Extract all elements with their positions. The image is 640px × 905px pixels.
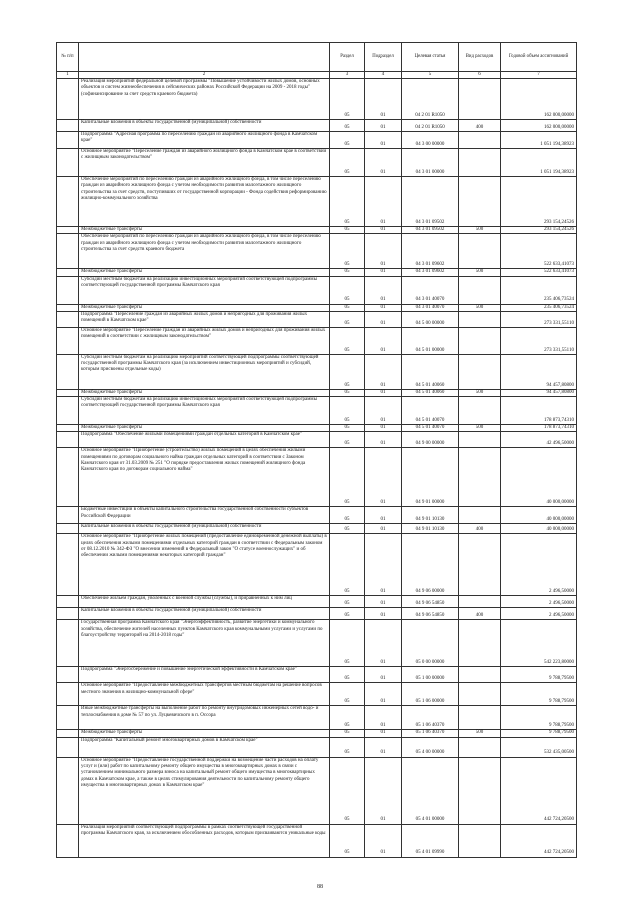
col-header-expense-type: Вид расходов [459, 43, 501, 72]
cell-name: Государственная программа Камчатского края "Энергоэффективность, развитие энергетики и коммунального хозяйства, обеспечение жителей населенных пунктов Камчатского края коммунальными услугами и услугами по благоустройству территорий на 2014-2018 годы" [79, 620, 330, 667]
cell-sec: 05 [330, 177, 365, 227]
cell-amt: 235 406,73524 [501, 304, 577, 311]
cell-art: 05 4 01 09990 [402, 824, 459, 857]
cell-sub: 01 [365, 432, 402, 448]
row-number-cell [57, 737, 79, 757]
col-header-subsection: Подраздел [365, 43, 402, 72]
column-index: 4 [365, 72, 402, 79]
row-number-cell [57, 667, 79, 683]
row-number-cell [57, 683, 79, 706]
budget-page [56, 42, 576, 858]
cell-sec: 05 [330, 730, 365, 737]
cell-sec: 05 [330, 608, 365, 620]
cell-sec: 05 [330, 448, 365, 507]
cell-vr [459, 79, 501, 120]
cell-sub: 01 [365, 737, 402, 757]
table-row [57, 524, 577, 534]
cell-amt: 522 633,41073 [501, 269, 577, 276]
cell-art: 04 3 01 40070 [402, 304, 459, 311]
cell-sub: 01 [365, 120, 402, 132]
row-number-cell [57, 824, 79, 857]
row-number-cell [57, 327, 79, 354]
column-index: 5 [402, 72, 459, 79]
cell-sec: 05 [330, 824, 365, 857]
row-number-cell [57, 132, 79, 149]
cell-amt: 94 457,80800 [501, 354, 577, 389]
cell-amt: 40 000,00000 [501, 448, 577, 507]
cell-name: Обеспечение мероприятий по переселению граждан из аварийного жилищного фонда, в том числе переселению граждан из аварийного жилищного фонда с учетом необходимости развития малоэтажного жилищного строительства за счет средств краевого бюджета [79, 234, 330, 269]
cell-art: 04 5 01 40060 [402, 389, 459, 396]
cell-vr [459, 667, 501, 683]
row-number-cell [57, 354, 79, 389]
cell-sec: 05 [330, 132, 365, 149]
table-row [57, 269, 577, 276]
row-number-cell [57, 397, 79, 425]
cell-art: 04 9 06 00000 [402, 534, 459, 596]
cell-sec: 05 [330, 757, 365, 824]
cell-sec: 05 [330, 397, 365, 425]
col-header-num: № п/п [57, 43, 79, 72]
col-header-name [79, 43, 330, 72]
cell-name: Капитальные вложения в объекты государственной (муниципальной) собственности [79, 120, 330, 132]
row-number-cell [57, 120, 79, 132]
row-number-cell [57, 620, 79, 667]
table-row [57, 757, 577, 824]
cell-name: Основное мероприятие "Переселение граждан из аварийного жилищного фонда в Камчатском крае в соответствии с жилищным законодательством" [79, 149, 330, 177]
cell-sec: 05 [330, 667, 365, 683]
cell-amt: 2 496,50000 [501, 608, 577, 620]
cell-sec: 05 [330, 507, 365, 524]
cell-art: 04 5 01 00000 [402, 327, 459, 354]
cell-name: Межбюджетные трансферты [79, 269, 330, 276]
cell-name: Основное мероприятие "Приобретение жилых помещений (предоставление единовременной денежной выплаты) в целях обеспечения жилыми помещениями отдельных категорий граждан в соответствии с Федеральным законом от 08.12.2010 № 342-ФЗ "О внесении изменений в Федеральный закон "О статусе военнослужащих" и об обеспечении жилыми помещениями некоторых категорий граждан" [79, 534, 330, 596]
column-index: 1 [57, 72, 79, 79]
cell-art: 04 3 01 00000 [402, 149, 459, 177]
cell-art: 04 2 01 R1050 [402, 120, 459, 132]
table-row [57, 667, 577, 683]
cell-sub: 01 [365, 397, 402, 425]
row-number-cell [57, 234, 79, 269]
row-number-cell [57, 432, 79, 448]
cell-art: 04 9 01 10130 [402, 524, 459, 534]
cell-sec: 05 [330, 227, 365, 234]
table-row [57, 177, 577, 227]
cell-vr [459, 132, 501, 149]
cell-art: 04 5 01 40070 [402, 397, 459, 425]
column-index: 3 [330, 72, 365, 79]
cell-name: Бюджетные инвестиции в объекты капитального строительства государственной собственности субъектов Российской Федерации [79, 507, 330, 524]
cell-amt: 162 000,00000 [501, 120, 577, 132]
cell-sub: 01 [365, 824, 402, 857]
cell-sub: 01 [365, 149, 402, 177]
cell-amt: 9 788,79500 [501, 730, 577, 737]
cell-art: 04 9 01 10130 [402, 507, 459, 524]
table-row [57, 425, 577, 432]
cell-sec: 05 [330, 706, 365, 730]
column-index-row [57, 72, 577, 79]
cell-amt: 293 154,24526 [501, 227, 577, 234]
cell-name: Субсидии местным бюджетам на реализацию мероприятий соответствующей подпрограммы соответствующей государственной программы Камчатского края (за исключением инвестиционных мероприятий и субсидий, которым присвоены отдельные коды) [79, 354, 330, 389]
cell-vr [459, 737, 501, 757]
cell-amt: 293 154,24526 [501, 177, 577, 227]
cell-art: 05 1 06 00000 [402, 683, 459, 706]
cell-amt: 522 633,41073 [501, 234, 577, 269]
cell-vr [459, 706, 501, 730]
table-row [57, 389, 577, 396]
cell-vr [459, 177, 501, 227]
cell-sec: 05 [330, 425, 365, 432]
cell-sec: 05 [330, 737, 365, 757]
cell-art: 05 1 00 00000 [402, 667, 459, 683]
cell-name: Основное мероприятие "Приобретение (строительство) жилых помещений в целях обеспечения жилыми помещениями по договорам социального найма граждан отдельных категорий в соответствии с Законом Камчатского края от 31.03.2009 № 251 "О порядке предоставления жилых помещений жилищного фонда Камчатского края по договорам социального найма" [79, 448, 330, 507]
cell-sec: 05 [330, 304, 365, 311]
table-row [57, 507, 577, 524]
cell-art: 04 5 01 40060 [402, 354, 459, 389]
column-index: 6 [459, 72, 501, 79]
cell-amt: 2 496,50000 [501, 596, 577, 608]
cell-name: Основное мероприятие "Предоставление государственной поддержки на возмещение части расходов на оплату услуг и (или) работ по капитальному ремонту общего имущества в многоквартирных домах в связи с установлением минимального размера взноса на капитальный ремонт общего имущества в многоквартирных домах в Камчатском крае, а также в целях стимулирования деятельности по капитальному ремонту общего имущества в многоквартирных домах в Камчатском крае" [79, 757, 330, 824]
cell-sub: 01 [365, 276, 402, 304]
cell-name: Основное мероприятие "Предоставление межбюджетных трансфертов местным бюджетам на решение вопросов местного значения в жилищно-коммунальной сфере" [79, 683, 330, 706]
cell-art: 05 1 06 40370 [402, 706, 459, 730]
cell-sec: 05 [330, 149, 365, 177]
cell-sub: 01 [365, 327, 402, 354]
cell-amt: 235 406,73524 [501, 276, 577, 304]
row-number-cell [57, 730, 79, 737]
cell-sub: 01 [365, 757, 402, 824]
cell-amt: 542 223,80000 [501, 620, 577, 667]
row-number-cell [57, 757, 79, 824]
cell-art: 04 2 01 R1050 [402, 79, 459, 120]
cell-vr [459, 432, 501, 448]
column-index: 2 [79, 72, 330, 79]
budget-table-body [57, 79, 577, 858]
cell-vr [459, 354, 501, 389]
row-number-cell [57, 608, 79, 620]
budget-table [56, 42, 577, 858]
row-number-cell [57, 425, 79, 432]
cell-name: Подпрограмма "Капитальный ремонт многоквартирных домов в Камчатском крае" [79, 737, 330, 757]
cell-art: 04 9 00 00000 [402, 432, 459, 448]
cell-sub: 01 [365, 354, 402, 389]
cell-vr: 500 [459, 389, 501, 396]
col-header-article: Целевая статья [402, 43, 459, 72]
cell-art: 04 3 01 09502 [402, 227, 459, 234]
cell-vr [459, 234, 501, 269]
cell-vr [459, 311, 501, 327]
cell-vr [459, 683, 501, 706]
cell-sec: 05 [330, 524, 365, 534]
cell-amt: 442 724,20500 [501, 824, 577, 857]
cell-sub: 01 [365, 534, 402, 596]
cell-sec: 05 [330, 620, 365, 667]
cell-sub: 01 [365, 524, 402, 534]
cell-art: 04 9 01 00000 [402, 448, 459, 507]
row-number-cell [57, 304, 79, 311]
cell-sec: 05 [330, 596, 365, 608]
col-header-amount: Годовой объем ассигнований [501, 43, 577, 72]
cell-name: Подпрограмма "Адресная программа по переселению граждан из аварийного жилищного фонда в Камчатском крае" [79, 132, 330, 149]
cell-sec: 05 [330, 683, 365, 706]
cell-sec: 05 [330, 534, 365, 596]
cell-sec: 05 [330, 311, 365, 327]
page-number: 88 [317, 884, 323, 890]
table-row [57, 620, 577, 667]
row-number-cell [57, 534, 79, 596]
cell-name: Межбюджетные трансферты [79, 304, 330, 311]
cell-vr: 500 [459, 425, 501, 432]
cell-vr [459, 276, 501, 304]
cell-vr [459, 397, 501, 425]
cell-vr [459, 534, 501, 596]
cell-vr [459, 507, 501, 524]
cell-amt: 9 788,79500 [501, 667, 577, 683]
cell-name: Межбюджетные трансферты [79, 425, 330, 432]
cell-sub: 01 [365, 79, 402, 120]
row-number-cell [57, 276, 79, 304]
row-number-cell [57, 596, 79, 608]
row-number-cell [57, 311, 79, 327]
cell-amt: 1 051 194,38923 [501, 132, 577, 149]
cell-name: Межбюджетные трансферты [79, 389, 330, 396]
table-row [57, 448, 577, 507]
table-row [57, 608, 577, 620]
cell-vr: 500 [459, 227, 501, 234]
cell-name: Обеспечение мероприятий по переселению граждан из аварийного жилищного фонда, в том числе переселению граждан из аварийного жилищного фонда с учетом необходимости развития малоэтажного жилищного строительства за счет средств, поступивших от государственной корпорации - Фонда содействия реформированию жилищно-коммунального хозяйства [79, 177, 330, 227]
cell-amt: 94 457,80800 [501, 389, 577, 396]
table-row [57, 311, 577, 327]
cell-vr [459, 757, 501, 824]
cell-vr [459, 596, 501, 608]
table-row [57, 534, 577, 596]
cell-name: Иные межбюджетные трансферты на выполнение работ по ремонту внутридомовых инженерных сетей водо- и теплоснабжения в доме № 57 по ул. Луцкевичского в п. Оссора [79, 706, 330, 730]
cell-sub: 01 [365, 389, 402, 396]
cell-amt: 40 000,00000 [501, 507, 577, 524]
cell-sub: 01 [365, 667, 402, 683]
cell-sec: 05 [330, 432, 365, 448]
cell-vr [459, 448, 501, 507]
cell-name: Основное мероприятие "Переселение граждан из аварийных жилых домов и непригодных для проживания жилых помещений в соответствии с жилищным законодательством" [79, 327, 330, 354]
cell-sub: 01 [365, 132, 402, 149]
row-number-cell [57, 227, 79, 234]
header-row [57, 43, 577, 72]
row-number-cell [57, 79, 79, 120]
cell-name: Межбюджетные трансферты [79, 227, 330, 234]
cell-sec: 05 [330, 389, 365, 396]
cell-vr: 500 [459, 269, 501, 276]
cell-sub: 01 [365, 311, 402, 327]
cell-sub: 01 [365, 227, 402, 234]
cell-vr [459, 327, 501, 354]
table-row [57, 79, 577, 120]
cell-amt: 42 496,50000 [501, 432, 577, 448]
column-index: 7 [501, 72, 577, 79]
cell-vr [459, 620, 501, 667]
table-row [57, 120, 577, 132]
cell-amt: 2 496,50000 [501, 534, 577, 596]
cell-art: 04 3 01 09602 [402, 234, 459, 269]
table-row [57, 149, 577, 177]
cell-sub: 01 [365, 706, 402, 730]
cell-sec: 05 [330, 79, 365, 120]
cell-name: Подпрограмма "Энергосбережение и повышение энергетической эффективности в Камчатском крае" [79, 667, 330, 683]
cell-sub: 01 [365, 730, 402, 737]
table-row [57, 432, 577, 448]
cell-sub: 01 [365, 304, 402, 311]
cell-name: Субсидии местным бюджетам на реализацию инвестиционных мероприятий соответствующей подпрограммы соответствующей государственной программы Камчатского края [79, 397, 330, 425]
row-number-cell [57, 507, 79, 524]
cell-art: 05 0 00 00000 [402, 620, 459, 667]
cell-sub: 01 [365, 683, 402, 706]
row-number-cell [57, 269, 79, 276]
cell-vr [459, 824, 501, 857]
table-row [57, 397, 577, 425]
cell-amt: 178 873,74310 [501, 425, 577, 432]
cell-name: Субсидии местным бюджетам на реализацию инвестиционных мероприятий соответствующей подпрограммы соответствующей государственной программы Камчатского края [79, 276, 330, 304]
cell-name: Реализация мероприятий соответствующей подпрограммы в рамках соответствующей государственной программы Камчатского края, за исключением обособленных расходов, которым присваиваются уникальные коды [79, 824, 330, 857]
table-row [57, 304, 577, 311]
cell-art: 04 3 00 00000 [402, 132, 459, 149]
cell-name: Реализация мероприятий федеральной целевой программы "Повышение устойчивости жилых домов, основных объектов и систем жизнеобеспечения в сейсмических районах Российской Федерации на 2009 - 2018 годы" (софинансирование за счет средств краевого бюджета) [79, 79, 330, 120]
table-row [57, 730, 577, 737]
cell-name: Капитальные вложения в объекты государственной (муниципальной) собственности [79, 524, 330, 534]
table-row [57, 327, 577, 354]
cell-amt: 442 724,20500 [501, 757, 577, 824]
cell-vr: 400 [459, 608, 501, 620]
row-number-cell [57, 448, 79, 507]
cell-art: 04 3 01 40070 [402, 276, 459, 304]
cell-vr [459, 149, 501, 177]
row-number-cell [57, 177, 79, 227]
cell-sub: 01 [365, 620, 402, 667]
cell-amt: 162 000,00000 [501, 79, 577, 120]
cell-art: 05 4 01 00000 [402, 757, 459, 824]
cell-sub: 01 [365, 269, 402, 276]
cell-sub: 01 [365, 608, 402, 620]
cell-amt: 40 000,00000 [501, 524, 577, 534]
cell-art: 05 1 06 40370 [402, 730, 459, 737]
cell-vr: 400 [459, 524, 501, 534]
row-number-cell [57, 524, 79, 534]
cell-name: Обеспечение жильем граждан, уволенных с военной службы (службы), и приравненных к ним лиц [79, 596, 330, 608]
cell-name: Межбюджетные трансферты [79, 730, 330, 737]
cell-name: Подпрограмма "Переселение граждан из аварийных жилых домов и непригодных для проживания жилых помещений в Камчатском крае" [79, 311, 330, 327]
cell-sec: 05 [330, 276, 365, 304]
cell-sub: 01 [365, 448, 402, 507]
cell-amt: 273 331,55110 [501, 311, 577, 327]
cell-sub: 01 [365, 234, 402, 269]
table-row [57, 354, 577, 389]
cell-sub: 01 [365, 177, 402, 227]
cell-sub: 01 [365, 425, 402, 432]
table-row [57, 824, 577, 857]
row-number-cell [57, 389, 79, 396]
cell-art: 04 9 06 54850 [402, 596, 459, 608]
table-row [57, 234, 577, 269]
cell-sec: 05 [330, 269, 365, 276]
cell-vr: 500 [459, 730, 501, 737]
table-row [57, 227, 577, 234]
cell-vr: 400 [459, 120, 501, 132]
cell-amt: 1 051 194,38923 [501, 149, 577, 177]
row-number-cell [57, 706, 79, 730]
cell-sub: 01 [365, 596, 402, 608]
cell-amt: 9 788,79500 [501, 706, 577, 730]
table-row [57, 276, 577, 304]
cell-sec: 05 [330, 120, 365, 132]
cell-amt: 532 435,00500 [501, 737, 577, 757]
cell-art: 04 3 01 09602 [402, 269, 459, 276]
cell-amt: 273 331,55110 [501, 327, 577, 354]
row-number-cell [57, 149, 79, 177]
cell-amt: 178 873,74310 [501, 397, 577, 425]
table-row [57, 132, 577, 149]
cell-vr: 500 [459, 304, 501, 311]
table-row [57, 683, 577, 706]
cell-art: 04 5 00 00000 [402, 311, 459, 327]
cell-art: 04 9 06 54850 [402, 608, 459, 620]
cell-sec: 05 [330, 327, 365, 354]
table-row [57, 737, 577, 757]
cell-art: 04 3 01 09502 [402, 177, 459, 227]
cell-name: Капитальные вложения в объекты государственной (муниципальной) собственности [79, 608, 330, 620]
cell-sub: 01 [365, 507, 402, 524]
col-header-section: Раздел [330, 43, 365, 72]
table-row [57, 706, 577, 730]
cell-sec: 05 [330, 354, 365, 389]
cell-art: 05 4 00 00000 [402, 737, 459, 757]
cell-name: Подпрограмма "Обеспечение жилыми помещениями граждан отдельных категорий в Камчатском крае" [79, 432, 330, 448]
cell-sec: 05 [330, 234, 365, 269]
table-row [57, 596, 577, 608]
cell-art: 04 5 01 40070 [402, 425, 459, 432]
cell-amt: 9 788,79500 [501, 683, 577, 706]
